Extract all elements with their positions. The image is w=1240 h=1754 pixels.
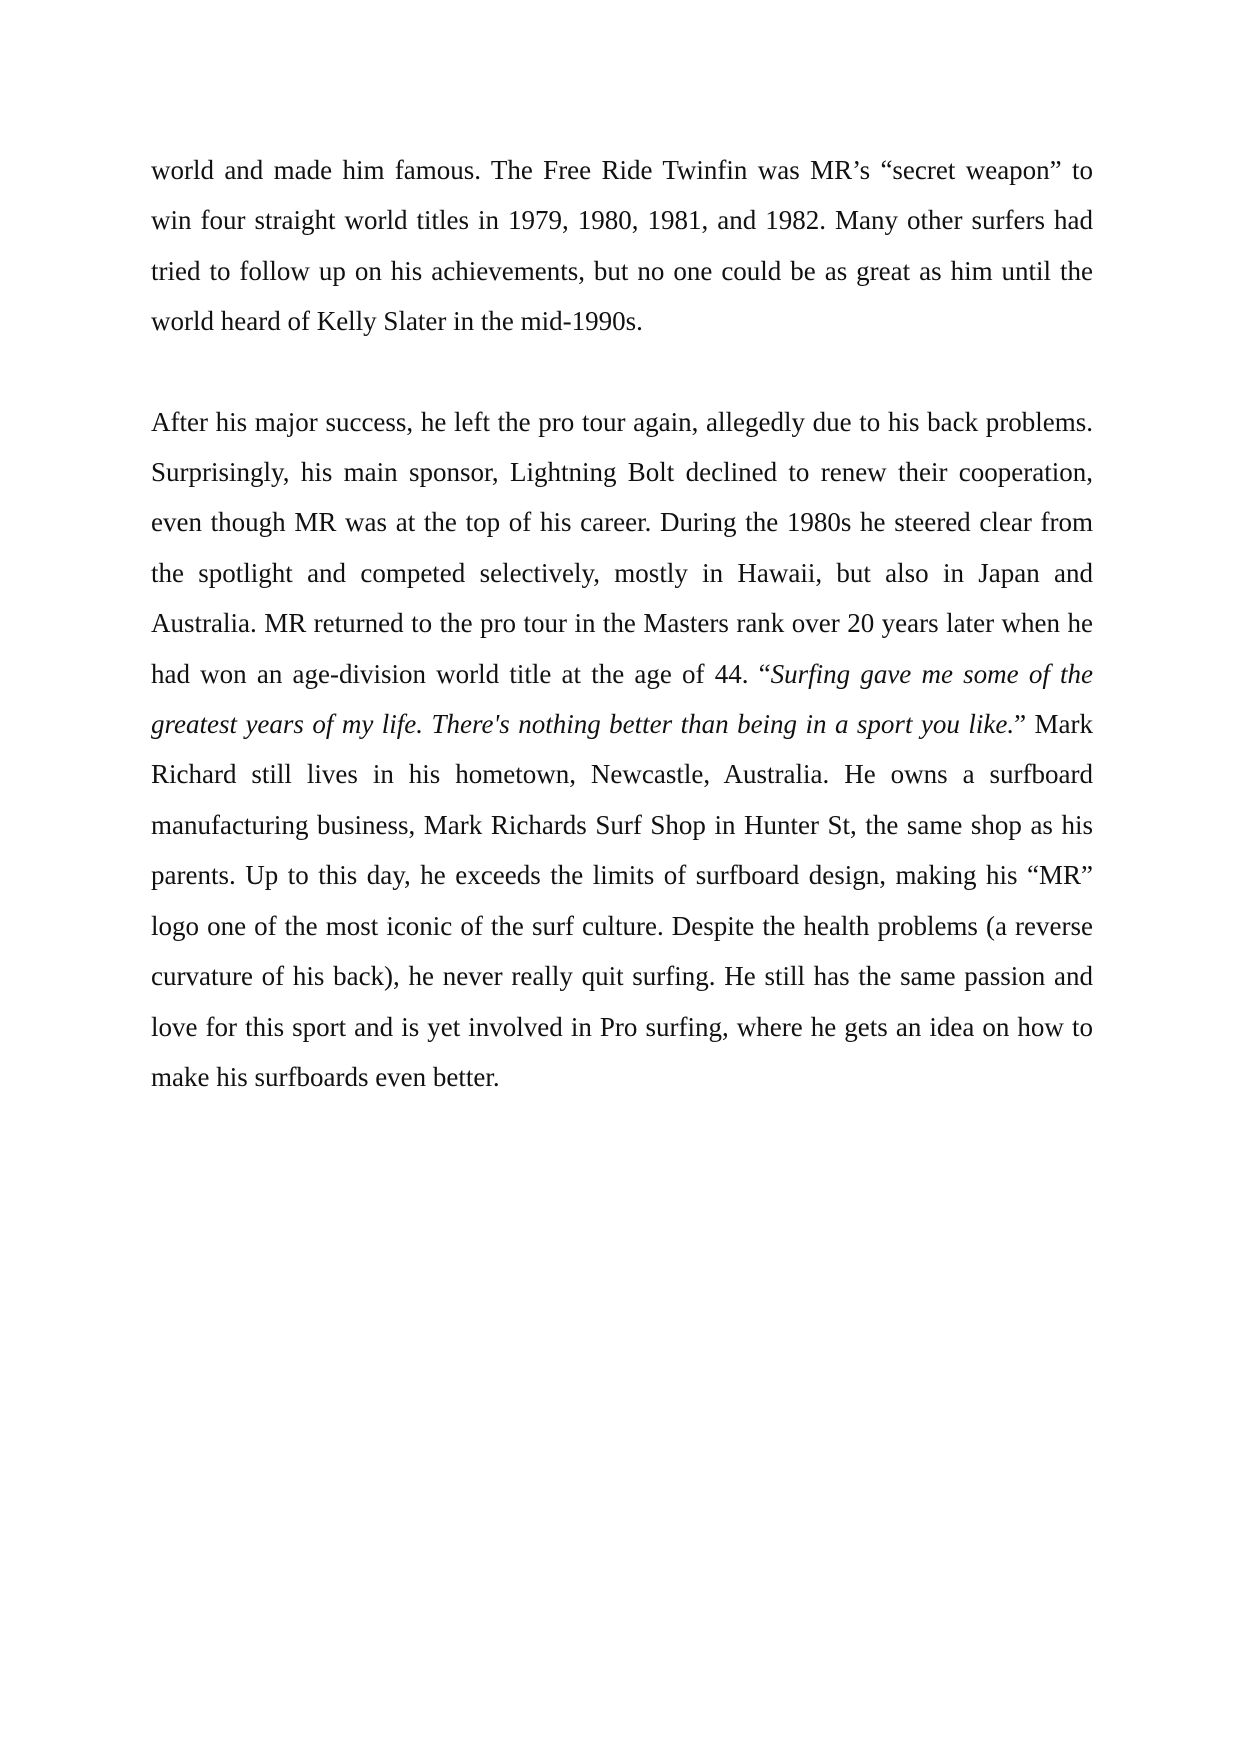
document-body bbox=[151, 145, 1093, 1102]
quote-text: Surfing gave me some of the greatest years of my life. There's nothing better than being in a sport you like. bbox=[151, 658, 1093, 740]
paragraph-2 bbox=[151, 397, 1093, 1103]
paragraph-2-intro: After his major success, he left the pro tour again, allegedly due to his back problems. Surprisingly, his main sponsor, Lightning Bolt declined to renew their cooperation, even though MR was at the top of his career. During the 1980s he steered clear from the spotlight and competed selectively, mostly in Hawaii, but also in Japan and Australia. MR returned to the pro tour in the Masters rank over 20 years later when he had won an age-division world title at the age of 44. “ bbox=[151, 406, 1093, 689]
paragraph-2-rest: ” Mark Richard still lives in his hometown, Newcastle, Australia. He owns a surfboard manufacturing business, Mark Richards Surf Shop in Hunter St, the same shop as his parents. Up to this day, he exceeds the limits of surfboard design, making his “MR” logo one of the most iconic of the surf culture. Despite the health problems (a reverse curvature of his back), he never really quit surfing. He still has the same passion and love for this sport and is yet involved in Pro surfing, where he gets an idea on how to make his surfboards even better. bbox=[151, 709, 1094, 1092]
paragraph-1: world and made him famous. The Free Ride Twinfin was MR’s “secret weapon” to win four straight world titles in 1979, 1980, 1981, and 1982. Many other surfers had tried to follow up on his achievements, but no one could be as great as him until the world heard of Kelly Slater in the mid-1990s. bbox=[151, 155, 1093, 337]
